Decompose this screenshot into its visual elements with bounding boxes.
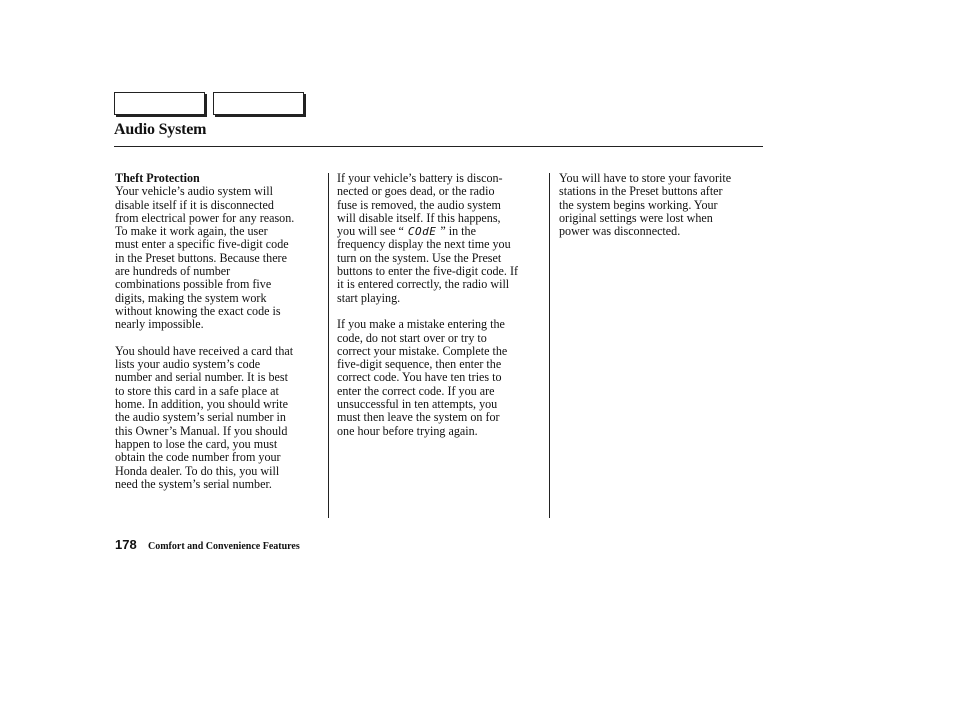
column-divider (328, 173, 329, 518)
text-line: start playing. (337, 290, 401, 305)
text-line: happen to lose the card, you must (115, 436, 278, 451)
text-line: unsuccessful in ten attempts, you (337, 397, 498, 412)
section-subheading: Theft Protection (115, 171, 200, 185)
text-line: must enter a specific five-digit code (115, 237, 289, 252)
text-line: correct code. You have ten tries to (337, 370, 502, 385)
text-line: power was disconnected. (559, 224, 681, 239)
text-line: digits, making the system work (115, 290, 267, 305)
text-line: fuse is removed, the audio system (337, 197, 501, 212)
text-line: one hour before trying again. (337, 423, 478, 438)
text-line: must then leave the system on for (337, 410, 500, 425)
text-line: in the Preset buttons. Because there (115, 250, 287, 265)
paragraph (115, 185, 321, 331)
text-line: to store this card in a safe place at (115, 383, 279, 398)
text-line: need the system’s serial number. (115, 476, 272, 491)
text-line: five-digit sequence, then enter the (337, 357, 502, 372)
text-line: are hundreds of number (115, 264, 231, 279)
paragraph (337, 172, 543, 305)
paragraph (337, 318, 543, 438)
text-line: nected or goes dead, or the radio (337, 184, 495, 199)
text-line: You will have to store your favorite (559, 171, 732, 185)
code-display-readout: COdE (407, 225, 437, 239)
nav-tab-box-1[interactable] (114, 92, 205, 115)
text-line: will disable itself. If this happens, (337, 210, 501, 225)
text-line: stations in the Preset buttons after (559, 184, 723, 199)
text-line: frequency display the next time you (337, 237, 511, 252)
text-line: this Owner’s Manual. If you should (115, 423, 288, 438)
text-line: nearly impossible. (115, 317, 204, 332)
text-line: Your vehicle’s audio system will (115, 184, 273, 199)
text-line: If your vehicle’s battery is discon- (337, 171, 503, 185)
footer-section-title: Comfort and Convenience Features (148, 541, 300, 552)
title-rule (114, 146, 763, 147)
text-line: it is entered correctly, the radio will (337, 277, 510, 292)
text-line: If you make a mistake entering the (337, 317, 505, 332)
text-line: You should have received a card that (115, 343, 294, 358)
text-line: combinations possible from five (115, 277, 272, 292)
column-divider (549, 173, 550, 518)
text-line: correct your mistake. Complete the (337, 343, 508, 358)
text-line: home. In addition, you should write (115, 397, 288, 412)
text-line: lists your audio system’s code (115, 357, 261, 372)
paragraph (559, 172, 759, 238)
text-line: number and serial number. It is best (115, 370, 288, 385)
text-line: disable itself if it is disconnected (115, 197, 274, 212)
code-line-suffix: ” in the (440, 224, 476, 239)
text-column-2 (337, 172, 543, 451)
page-title: Audio System (114, 121, 207, 138)
text-line: enter the correct code. If you are (337, 383, 495, 398)
text-column-1 (115, 172, 321, 504)
text-line: without knowing the exact code is (115, 303, 281, 318)
code-line-prefix: you will see “ (337, 224, 404, 239)
text-line: code, do not start over or try to (337, 330, 487, 345)
page-number: 178 (115, 537, 137, 552)
code-text-line (337, 225, 543, 238)
text-line: the system begins working. Your (559, 197, 718, 212)
paragraph (115, 345, 321, 491)
text-line: original settings were lost when (559, 210, 713, 225)
text-line: from electrical power for any reason. (115, 210, 295, 225)
text-line: buttons to enter the five-digit code. If (337, 264, 519, 279)
text-line: To make it work again, the user (115, 224, 268, 239)
nav-tab-box-2[interactable] (213, 92, 304, 115)
text-line: turn on the system. Use the Preset (337, 250, 502, 265)
text-column-3 (559, 172, 759, 252)
text-line: Honda dealer. To do this, you will (115, 463, 280, 478)
text-line: the audio system’s serial number in (115, 410, 286, 425)
text-line: obtain the code number from your (115, 450, 281, 465)
